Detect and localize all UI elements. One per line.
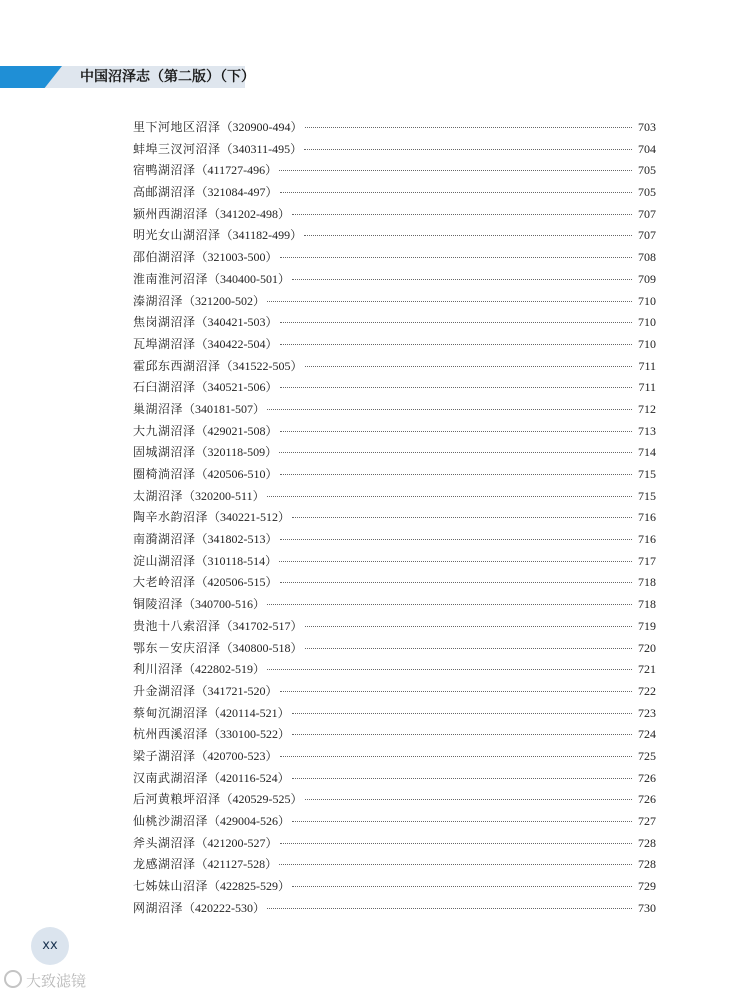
toc-entry-page: 724	[638, 727, 656, 742]
toc-entry-page: 712	[638, 401, 656, 416]
toc-entry-name: 溱湖沼泽	[133, 293, 184, 308]
toc-entry-page: 718	[638, 597, 656, 612]
page-number: xx	[42, 938, 58, 953]
toc-entry-page: 723	[638, 705, 656, 720]
toc-entry-page: 728	[638, 857, 656, 872]
toc-entry-name: 邵伯湖沼泽	[133, 250, 196, 265]
toc-entry-code: （341802-513）	[195, 532, 278, 547]
toc-entry[interactable]	[133, 248, 656, 270]
toc-leader-dots	[280, 691, 632, 692]
toc-leader-dots	[280, 387, 632, 388]
toc-entry-page: 716	[638, 510, 656, 525]
toc-entry-code: （340181-507）	[183, 401, 266, 416]
toc-leader-dots	[280, 474, 632, 475]
toc-leader-dots	[280, 192, 632, 193]
toc-leader-dots	[280, 322, 632, 323]
toc-entry-code: （320200-511）	[183, 488, 265, 503]
toc-entry-code: （341522-505）	[220, 358, 303, 373]
toc-leader-dots	[280, 344, 632, 345]
toc-entry-name: 蔡甸沉湖沼泽	[133, 705, 209, 720]
toc-entry[interactable]	[133, 855, 656, 877]
toc-leader-dots	[280, 257, 632, 258]
toc-entry-page: 715	[638, 488, 656, 503]
toc-entry-code: （420529-525）	[220, 792, 303, 807]
toc-entry[interactable]	[133, 357, 656, 379]
toc-entry-name: 南漪湖沼泽	[133, 532, 196, 547]
toc-entry-name: 七姊妹山沼泽	[133, 879, 209, 894]
toc-entry-name: 固城湖沼泽	[133, 445, 196, 460]
toc-entry-code: （421127-528）	[195, 857, 278, 872]
toc-entry-name: 高邮湖沼泽	[133, 185, 196, 200]
toc-entry-code: （429004-526）	[208, 814, 291, 828]
toc-leader-dots	[280, 843, 632, 844]
toc-entry-page: 703	[638, 120, 656, 134]
toc-entry-code: （321003-500）	[195, 250, 278, 265]
toc-entry[interactable]	[133, 595, 656, 617]
toc-entry[interactable]	[133, 834, 656, 856]
toc-entry-page: 721	[638, 662, 656, 677]
toc-leader-dots	[267, 496, 632, 497]
toc-entry[interactable]	[133, 465, 656, 487]
toc-entry-name: 石臼湖沼泽	[133, 380, 196, 395]
toc-entry-page: 729	[638, 879, 656, 894]
toc-leader-dots	[304, 235, 632, 236]
toc-entry-name: 杭州西溪沼泽	[133, 727, 209, 742]
toc-entry-code: （341202-498）	[208, 206, 291, 221]
toc-entry[interactable]	[133, 747, 656, 769]
toc-entry-code: （340221-512）	[208, 510, 291, 525]
toc-entry-page: 711	[638, 358, 656, 373]
toc-entry[interactable]	[133, 704, 656, 726]
toc-entry[interactable]	[133, 769, 656, 791]
toc-leader-dots	[280, 582, 632, 583]
toc-entry-code: （320118-509）	[195, 445, 278, 460]
toc-entry-page: 711	[638, 380, 656, 395]
toc-entry-page: 726	[638, 792, 656, 807]
toc-entry-name: 巢湖沼泽	[133, 401, 184, 416]
toc-entry-page: 725	[638, 748, 656, 763]
toc-entry-page: 710	[638, 336, 656, 351]
toc-leader-dots	[280, 756, 632, 757]
toc-entry-page: 716	[638, 532, 656, 547]
toc-entry-name: 斧头湖沼泽	[133, 835, 196, 850]
toc-entry-name: 大老岭沼泽	[133, 575, 196, 590]
toc-entry-name: 大九湖沼泽	[133, 423, 196, 438]
toc-entry[interactable]	[133, 270, 656, 292]
toc-entry[interactable]	[133, 812, 656, 834]
toc-entry-name: 梁子湖沼泽	[133, 748, 196, 763]
toc-entry[interactable]	[133, 639, 656, 661]
toc-entry-code: （321200-502）	[183, 293, 266, 308]
toc-entry-name: 汉南武湖沼泽	[133, 770, 209, 785]
toc-entry[interactable]	[133, 530, 656, 552]
toc-leader-dots	[305, 626, 632, 627]
watermark-logo-icon	[4, 970, 22, 988]
toc-leader-dots	[267, 908, 632, 909]
toc-entry-code: （420700-523）	[195, 748, 278, 763]
toc-entry-code: （420222-530）	[183, 900, 266, 915]
toc-leader-dots	[292, 279, 632, 280]
watermark-text: 大致滤镜	[26, 972, 87, 990]
toc-entry-page: 728	[638, 835, 656, 850]
toc-entry[interactable]	[133, 226, 656, 248]
toc-entry-page: 720	[638, 640, 656, 655]
toc-entry[interactable]	[133, 573, 656, 595]
toc-entry-name: 蚌埠三汊河沼泽	[133, 141, 221, 156]
toc-entry-page: 705	[638, 185, 656, 200]
toc-entry[interactable]	[133, 660, 656, 682]
toc-entry-name: 瓦埠湖沼泽	[133, 336, 196, 351]
toc-entry-page: 704	[638, 141, 656, 156]
toc-entry[interactable]	[133, 790, 656, 812]
book-title: 中国沼泽志（第二版）（下）	[80, 69, 255, 85]
toc-entry[interactable]	[133, 443, 656, 465]
toc-entry-name: 霍邱东西湖沼泽	[133, 358, 221, 373]
toc-entry-page: 719	[638, 618, 656, 633]
toc-entry[interactable]	[133, 378, 656, 400]
toc-entry-code: （420114-521）	[208, 705, 290, 720]
toc-entry-name: 宿鸭湖沼泽	[133, 163, 196, 178]
toc-entry-name: 太湖沼泽	[133, 488, 184, 503]
toc-entry[interactable]	[133, 487, 656, 509]
toc-entry-name: 网湖沼泽	[133, 900, 184, 915]
toc-entry[interactable]	[133, 422, 656, 444]
toc-entry[interactable]	[133, 161, 656, 183]
toc-leader-dots	[292, 734, 632, 735]
toc-entry-code: （422825-529）	[208, 879, 291, 894]
toc-entry-code: （340700-516）	[183, 597, 266, 612]
toc-entry-page: 713	[638, 423, 656, 438]
toc-entry-name: 圈椅淌沼泽	[133, 467, 196, 481]
toc-entry-code: （340311-495）	[220, 141, 303, 156]
toc-entry-page: 709	[638, 271, 656, 286]
toc-entry[interactable]	[133, 682, 656, 704]
toc-entry-code: （429021-508）	[195, 423, 278, 438]
toc-entry-name: 贵池十八索沼泽	[133, 618, 221, 633]
toc-entry-code: （340400-501）	[208, 271, 291, 286]
toc-entry[interactable]	[133, 877, 656, 899]
table-of-contents	[133, 118, 656, 920]
toc-entry[interactable]	[133, 118, 656, 140]
toc-entry-code: （341182-499）	[220, 228, 303, 243]
toc-entry-name: 明光女山湖沼泽	[133, 228, 221, 243]
toc-leader-dots	[267, 409, 632, 410]
toc-entry-name: 颍州西湖沼泽	[133, 206, 209, 221]
toc-entry-name: 升金湖沼泽	[133, 683, 196, 698]
toc-entry-code: （411727-496）	[195, 163, 278, 178]
toc-entry-name: 铜陵沼泽	[133, 597, 184, 612]
toc-entry-name: 利川沼泽	[133, 662, 184, 677]
toc-leader-dots	[280, 539, 632, 540]
toc-leader-dots	[292, 821, 632, 822]
toc-entry-code: （340800-518）	[220, 640, 303, 655]
toc-entry[interactable]	[133, 205, 656, 227]
toc-leader-dots	[292, 517, 632, 518]
toc-entry-page: 705	[638, 163, 656, 178]
toc-leader-dots	[304, 149, 632, 150]
toc-leader-dots	[305, 366, 632, 367]
toc-entry-code: （320900-494）	[220, 120, 303, 134]
toc-entry-page: 707	[638, 228, 656, 243]
toc-entry-code: （340521-506）	[195, 380, 278, 395]
toc-entry-page: 718	[638, 575, 656, 590]
toc-entry-name: 陶辛水韵沼泽	[133, 510, 209, 525]
toc-entry-name: 焦岗湖沼泽	[133, 315, 196, 330]
toc-entry-code: （330100-522）	[208, 727, 291, 742]
toc-entry-code: （340421-503）	[195, 315, 278, 330]
toc-entry-name: 鄂东－安庆沼泽	[133, 640, 221, 655]
toc-leader-dots	[267, 301, 632, 302]
toc-leader-dots	[292, 886, 632, 887]
toc-entry[interactable]	[133, 899, 656, 921]
toc-leader-dots	[280, 431, 632, 432]
watermark	[4, 968, 86, 994]
toc-leader-dots	[279, 561, 632, 562]
toc-leader-dots	[267, 604, 632, 605]
toc-leader-dots	[292, 713, 632, 714]
toc-entry-code: （420116-524）	[208, 770, 290, 785]
toc-entry-page: 727	[638, 814, 656, 828]
toc-entry[interactable]	[133, 183, 656, 205]
toc-leader-dots	[279, 452, 632, 453]
toc-leader-dots	[279, 170, 632, 171]
toc-leader-dots	[305, 799, 632, 800]
toc-entry-name: 里下河地区沼泽	[133, 120, 221, 134]
toc-entry[interactable]	[133, 508, 656, 530]
toc-entry-page: 717	[638, 553, 656, 568]
toc-entry-code: （421200-527）	[195, 835, 278, 850]
toc-entry-page: 710	[638, 315, 656, 330]
toc-entry-page: 710	[638, 293, 656, 308]
toc-entry-name: 龙感湖沼泽	[133, 857, 196, 872]
toc-entry[interactable]	[133, 617, 656, 639]
toc-entry-page: 730	[638, 900, 656, 915]
toc-entry-code: （341702-517）	[220, 618, 303, 633]
toc-entry-page: 726	[638, 770, 656, 785]
toc-entry[interactable]	[133, 140, 656, 162]
toc-entry[interactable]	[133, 552, 656, 574]
toc-leader-dots	[292, 778, 632, 779]
toc-entry-name: 淮南淮河沼泽	[133, 271, 209, 286]
toc-entry-page: 708	[638, 250, 656, 265]
toc-leader-dots	[279, 864, 632, 865]
toc-entry-code: （341721-520）	[195, 683, 278, 698]
toc-entry-name: 仙桃沙湖沼泽	[133, 814, 209, 828]
toc-entry[interactable]	[133, 292, 656, 314]
toc-entry[interactable]	[133, 725, 656, 747]
toc-entry-code: （420506-510）	[195, 467, 278, 481]
toc-entry-code: （340422-504）	[195, 336, 278, 351]
toc-entry[interactable]	[133, 335, 656, 357]
toc-leader-dots	[292, 214, 632, 215]
toc-entry-page: 707	[638, 206, 656, 221]
toc-entry[interactable]	[133, 400, 656, 422]
toc-entry-code: （420506-515）	[195, 575, 278, 590]
toc-entry-name: 淀山湖沼泽	[133, 553, 196, 568]
toc-entry-code: （321084-497）	[195, 185, 278, 200]
toc-entry[interactable]	[133, 313, 656, 335]
toc-entry-code: （310118-514）	[195, 553, 278, 568]
toc-leader-dots	[305, 127, 632, 128]
toc-entry-page: 722	[638, 683, 656, 698]
toc-leader-dots	[267, 669, 632, 670]
toc-leader-dots	[305, 648, 632, 649]
toc-entry-page: 714	[638, 445, 656, 460]
toc-entry-page: 715	[638, 467, 656, 481]
toc-entry-name: 后河黄粮坪沼泽	[133, 792, 221, 807]
toc-entry-code: （422802-519）	[183, 662, 266, 677]
